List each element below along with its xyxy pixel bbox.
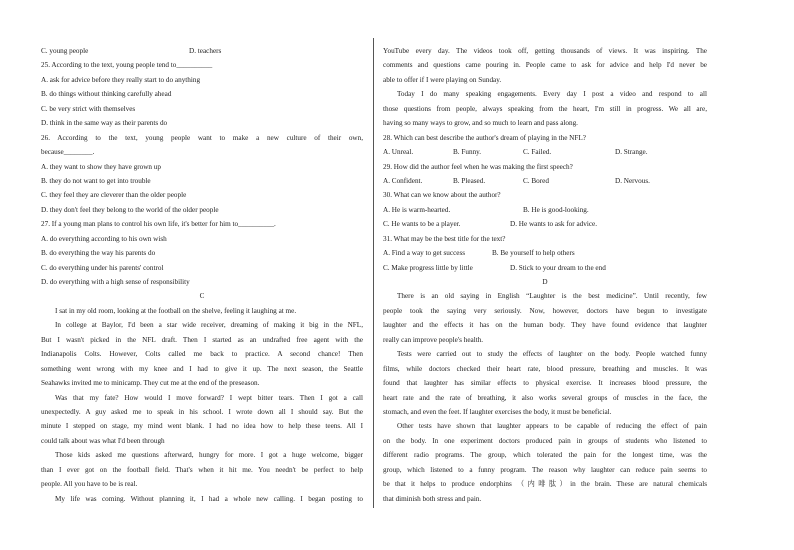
q30-option-d: D. He wants to ask for advice. xyxy=(510,220,598,229)
passage-c-p2-line: Indianapolis Colts. However, Colts called me back to practice. A second chance! Then xyxy=(41,350,363,359)
q28-options xyxy=(383,145,707,159)
q28-option-b: B. Funny. xyxy=(453,148,482,157)
passage-c-p4-line: Those kids asked me questions afterward, hungry for more. I got a huge welcome, bigger xyxy=(55,451,363,460)
passage-d-p2-line: Tests were carried out to study the effects of laughter on the body. People watched funny xyxy=(397,350,707,359)
q25-option-d: D. think in the same way as their parents do xyxy=(41,119,168,128)
q29-stem: 29. How did the author feel when he was making the first speech? xyxy=(383,162,573,171)
passage-d-p3-line: be that it helps to produce endorphins （内啡肽）in the brain. These are natural chemicals xyxy=(383,480,707,489)
q30-option-b: B. He is good-looking. xyxy=(523,205,589,214)
q31-option-c: C. Make progress little by little xyxy=(383,263,473,272)
q26-option-b: B. they do not want to get into trouble xyxy=(41,176,151,185)
passage-c-p5-cont-line: YouTube every day. The videos took off, getting thousands of views. It was inspiring. The xyxy=(383,47,707,55)
q31-option-d: D. Stick to your dream to the end xyxy=(510,263,606,272)
passage-d-p2-line: stomach, and even the feet. If laughter exercises the body, it must be beneficial. xyxy=(383,407,612,416)
q26-option-a: A. they want to show they have grown up xyxy=(41,162,161,171)
passage-c-p2-line: something went wrong with my knee and I had to give it up. The next season, the Seattle xyxy=(41,364,363,373)
passage-c-p4-line: people. All you have to be is real. xyxy=(41,480,138,489)
passage-d-p1-line: laughter and the effects it has on the human body. They have found evidence that laughter xyxy=(383,321,707,330)
q29-option-a: A. Confident. xyxy=(383,176,423,185)
q25-option-b: B. do things without thinking carefully ahead xyxy=(41,90,172,99)
q31-option-b: B. Be yourself to help others xyxy=(492,249,575,258)
passage-c-p5-cont-line: comments and questions came pouring in. People came to ask for advice and help I'd never be xyxy=(383,61,707,70)
passage-c-p3-line: unexpectedly. A guy asked me to speak in his school. I wrote down all I should say. But the xyxy=(41,407,363,416)
q26-stem-line2: because________. xyxy=(41,148,95,157)
q27-option-d: D. do everything with a high sense of responsibility xyxy=(41,278,190,286)
passage-d-p3-line: group, which listened to a funny program. The reason why laughter can reduce pain seems to xyxy=(383,465,707,474)
passage-d-p3-line: Other tests have shown that laughter appears to be capable of reducing the effect of pain xyxy=(397,422,707,431)
q30-stem: 30. What can we know about the author? xyxy=(383,191,501,200)
passage-c-p2-line: Seahawks invited me to minicamp. They cut me at the end of the preseason. xyxy=(41,379,260,388)
passage-d-p3-line: on the body. In one experiment doctors produced pain in groups of students who listened to xyxy=(383,436,707,445)
q30-options-ab xyxy=(383,203,707,217)
passage-c-p2-line: In college at Baylor, I'd been a star wide receiver, dreaming of making it big in the NFL, xyxy=(55,321,363,330)
passage-c-p5: My life was coming. Without planning it, I had a whole new calling. I began posting to xyxy=(55,494,363,503)
passage-c-p6-line: Today I do many speaking engagements. Every day I post a video and respond to all xyxy=(397,90,707,99)
q26-option-d: D. they don't feel they belong to the world of the older people xyxy=(41,205,219,214)
q27-option-b: B. do everything the way his parents do xyxy=(41,249,156,258)
q28-stem: 28. Which can best describe the author's dream of playing in the NFL? xyxy=(383,133,586,142)
passage-c-p6-line: those questions from people, always speaking from the heart, I'm still in progress. We all are, xyxy=(383,104,707,113)
passage-d-p1-line: really can improve people's health. xyxy=(383,335,484,344)
passage-c-p5-cont-line: able to offer if I were playing on Sunday. xyxy=(383,75,502,84)
q24-option-c: C. young people xyxy=(41,47,89,55)
q29-options xyxy=(383,174,707,188)
passage-d-p3-line: different radio programs. The group, which tolerated the pain for the longest time, was the xyxy=(383,451,707,460)
q25-option-c: C. be very strict with themselves xyxy=(41,104,136,113)
q28-option-c: C. Failed. xyxy=(523,148,552,157)
q28-option-d: D. Strange. xyxy=(615,148,648,157)
section-c-heading: C xyxy=(199,292,205,301)
passage-d-p2-line: heart rate and the rate of breathing, it also works several groups of muscles in the face, the xyxy=(383,393,707,402)
q27-option-a: A. do everything according to his own wish xyxy=(41,234,167,243)
passage-c-p6-line: having so many ways to grow, and so much to learn and pass along. xyxy=(383,119,578,128)
q29-option-b: B. Pleased. xyxy=(453,176,486,185)
q30-option-a: A. He is warm-hearted. xyxy=(383,205,451,214)
q31-stem: 31. What may be the best title for the text? xyxy=(383,234,506,243)
q28-option-a: A. Unreal. xyxy=(383,148,414,157)
passage-c-p2-line: But I wasn't picked in the NFL draft. Then I started as an undrafted free agent with the xyxy=(41,335,363,344)
q25-stem: 25. According to the text, young people tend to__________ xyxy=(41,61,213,70)
q29-option-d: D. Nervous. xyxy=(615,176,650,185)
passage-d-p1-line: people took the saying very seriously. Now, however, doctors have begun to investigate xyxy=(383,306,707,315)
q26-option-c: C. they feel they are cleverer than the older people xyxy=(41,191,187,200)
q31-options-ab xyxy=(383,246,707,260)
q30-options-cd xyxy=(383,217,707,231)
q27-stem: 27. If a young man plans to control his own life, it's better for him to__________. xyxy=(41,220,276,229)
passage-d-p2-line: found that laughter has similar effects to physical exercise. It increases blood pressure, the xyxy=(383,379,707,388)
q24-options-cd xyxy=(41,44,363,58)
column-divider xyxy=(373,38,374,508)
passage-c-p3-line: Was that my fate? How would I move forward? I wept bitter tears. Then I got a call xyxy=(55,393,363,402)
section-d-heading: D xyxy=(542,278,548,286)
q27-option-c: C. do everything under his parents' control xyxy=(41,263,164,272)
passage-c-p4-line: than I ever got on the football field. That's when it hit me. You needn't be perfect to help xyxy=(41,465,363,474)
passage-d-p2-line: films, while doctors checked their heart rate, blood pressure, breathing and muscles. It was xyxy=(383,364,707,373)
q26-stem-line1: 26. According to the text, young people want to make a new culture of their own, xyxy=(41,133,363,142)
passage-c-p1: I sat in my old room, looking at the football on the shelve, feeling it laughing at me. xyxy=(55,306,297,315)
q29-option-c: C. Bored xyxy=(523,176,549,185)
passage-d-p1-line: There is an old saying in English “Laughter is the best medicine”. Until recently, few xyxy=(397,292,707,301)
q31-option-a: A. Find a way to get success xyxy=(383,249,466,258)
left-column xyxy=(41,44,363,506)
q24-option-d: D. teachers xyxy=(189,47,222,55)
q31-options-cd xyxy=(383,261,707,275)
passage-c-p3-line: minute I stepped on stage, my mind went blank. I had no idea how to help these teens. All I xyxy=(41,422,363,431)
right-column xyxy=(383,44,707,506)
q30-option-c: C. He wants to be a player. xyxy=(383,220,461,229)
passage-d-p3-line: that diminish both stress and pain. xyxy=(383,494,482,503)
q25-option-a: A. ask for advice before they really start to do anything xyxy=(41,75,201,84)
passage-c-p3-line: could talk about was what I'd been through xyxy=(41,436,165,445)
